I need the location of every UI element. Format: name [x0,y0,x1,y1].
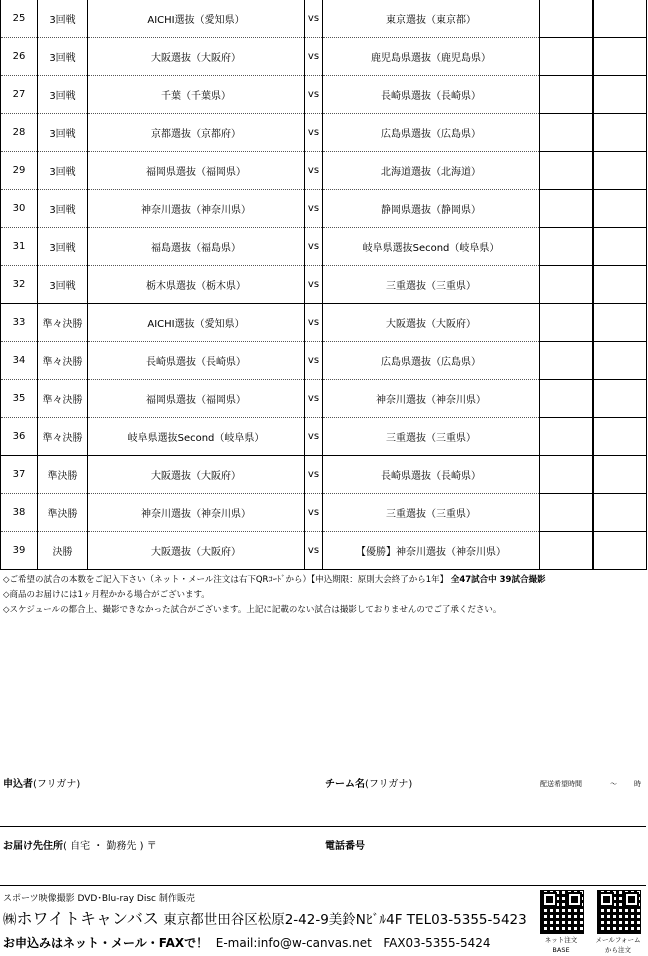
match-count: 全47試合中 39試合撮影 [450,575,546,585]
match-round: 3回戦 [38,152,88,190]
match-row [1,304,647,342]
match-number: 27 [1,76,38,114]
vs-label: vs [305,342,323,380]
applicant-field-label: 申込者(フリガナ) [3,779,81,790]
match-row [1,418,647,456]
order-note-box[interactable] [594,266,647,304]
address-field-label: お届け先住所( 自宅 ・ 勤務先 ) 〒 [3,841,157,852]
footer-company [3,906,527,929]
match-row [1,76,647,114]
note-line-2: ◇商品のお届けには1ヶ月程かかる場合がございます。 [3,590,210,600]
vs-label: vs [305,38,323,76]
vs-label: vs [305,266,323,304]
order-count-box[interactable] [540,342,593,380]
vs-label: vs [305,0,323,38]
team-away: 岐阜県選抜Second（岐阜県） [323,228,540,266]
team-home: 京都選抜（京都府） [88,114,305,152]
order-note-box[interactable] [594,418,647,456]
order-count-box[interactable] [540,152,593,190]
order-count-box[interactable] [540,76,593,114]
match-number: 25 [1,0,38,38]
team-home: 福島選抜（福島県） [88,228,305,266]
order-note-box[interactable] [594,532,647,570]
match-number: 35 [1,380,38,418]
team-away: 北海道選抜（北海道） [323,152,540,190]
delivery-time-sep: ～ [610,780,617,788]
match-number: 36 [1,418,38,456]
vs-label: vs [305,76,323,114]
vs-label: vs [305,418,323,456]
order-note-box[interactable] [594,152,647,190]
vs-label: vs [305,494,323,532]
match-number: 38 [1,494,38,532]
order-note-box[interactable] [594,304,647,342]
order-note-box[interactable] [594,494,647,532]
company-address: 東京都世田谷区松原2-42-9美鈴Nﾋﾞﾙ4F TEL03-5355-5423 [163,912,527,928]
form-divider [0,826,646,827]
match-number: 32 [1,266,38,304]
match-round: 準々決勝 [38,304,88,342]
team-away: 神奈川選抜（神奈川県） [323,380,540,418]
vs-label: vs [305,532,323,570]
match-number: 28 [1,114,38,152]
order-count-box[interactable] [540,114,593,152]
match-round: 準決勝 [38,456,88,494]
match-number: 31 [1,228,38,266]
vs-label: vs [305,114,323,152]
order-count-box[interactable] [540,266,593,304]
match-number: 30 [1,190,38,228]
team-home: 大阪選抜（大阪府） [88,456,305,494]
vs-label: vs [305,380,323,418]
match-row [1,266,647,304]
delivery-time-unit: 時 [634,780,641,788]
match-round: 3回戦 [38,76,88,114]
delivery-time-label: 配送希望時間 [540,780,582,788]
match-round: 準々決勝 [38,418,88,456]
match-row [1,456,647,494]
team-away: 【優勝】神奈川選抜（神奈川県） [323,532,540,570]
team-away: 三重選抜（三重県） [323,418,540,456]
match-row [1,380,647,418]
order-count-box[interactable] [540,0,593,38]
team-away: 三重選抜（三重県） [323,494,540,532]
footer-tagline: スポーツ映像撮影 DVD･Blu-ray Disc 制作販売 [3,894,195,904]
footer-order [3,934,491,951]
footer-divider [0,885,646,886]
order-count-box[interactable] [540,38,593,76]
order-count-box[interactable] [540,532,593,570]
team-home: 岐阜県選抜Second（岐阜県） [88,418,305,456]
team-home: 神奈川選抜（神奈川県） [88,494,305,532]
match-row [1,152,647,190]
team-away: 鹿児島県選抜（鹿児島県） [323,38,540,76]
team-away: 長崎県選抜（長崎県） [323,76,540,114]
match-row [1,342,647,380]
order-note-box[interactable] [594,380,647,418]
order-note-box[interactable] [594,76,647,114]
order-note-box[interactable] [594,114,647,152]
match-round: 準々決勝 [38,342,88,380]
team-away: 東京選抜（東京都） [323,0,540,38]
match-number: 26 [1,38,38,76]
match-round: 3回戦 [38,114,88,152]
vs-label: vs [305,456,323,494]
footer-email[interactable]: E-mail:info@w-canvas.net [215,936,372,950]
match-row [1,494,647,532]
qr-caption-mailform: メールフォーム から注文 [595,936,641,954]
team-home: AICHI選抜（愛知県） [88,0,305,38]
order-count-box[interactable] [540,228,593,266]
note-line-3: ◇スケジュールの都合上、撮影できなかった試合がございます。上記に記載のない試合は撮影しておりませんのでご了承ください。 [3,605,502,615]
match-row [1,0,647,38]
order-line: お申込みはネット・メール・FAXで！ [3,936,209,950]
order-count-box[interactable] [540,380,593,418]
match-round: 3回戦 [38,266,88,304]
order-note-box[interactable] [594,456,647,494]
team-home: 大阪選抜（大阪府） [88,38,305,76]
vs-label: vs [305,152,323,190]
order-count-box[interactable] [540,304,593,342]
team-home: 長崎県選抜（長崎県） [88,342,305,380]
team-home: 千葉（千葉県） [88,76,305,114]
match-round: 3回戦 [38,38,88,76]
match-number: 29 [1,152,38,190]
match-row [1,38,647,76]
match-round: 3回戦 [38,190,88,228]
team-away: 広島県選抜（広島県） [323,342,540,380]
order-count-box[interactable] [540,418,593,456]
vs-label: vs [305,304,323,342]
footer-fax: FAX03-5355-5424 [383,936,491,950]
match-number: 33 [1,304,38,342]
order-count-box[interactable] [540,190,593,228]
order-note-box[interactable] [594,228,647,266]
match-number: 39 [1,532,38,570]
match-row [1,532,647,570]
qr-code-base-icon[interactable] [540,890,584,934]
team-home: 神奈川選抜（神奈川県） [88,190,305,228]
team-away: 三重選抜（三重県） [323,266,540,304]
team-home: 福岡県選抜（福岡県） [88,152,305,190]
team-home: 福岡県選抜（福岡県） [88,380,305,418]
qr-caption-base: ネット注文 BASE [544,936,578,954]
team-home: AICHI選抜（愛知県） [88,304,305,342]
order-count-box[interactable] [540,494,593,532]
match-round: 3回戦 [38,228,88,266]
match-round: 3回戦 [38,0,88,38]
order-count-box[interactable] [540,456,593,494]
team-away: 静岡県選抜（静岡県） [323,190,540,228]
vs-label: vs [305,228,323,266]
team-away: 広島県選抜（広島県） [323,114,540,152]
match-round: 準々決勝 [38,380,88,418]
team-field-label: チーム名(フリガナ) [325,779,413,790]
match-number: 34 [1,342,38,380]
match-round: 準決勝 [38,494,88,532]
match-row [1,228,647,266]
order-note-box[interactable] [594,190,647,228]
team-away: 大阪選抜（大阪府） [323,304,540,342]
match-row [1,114,647,152]
company-name: ホワイトキャンバス [16,909,159,928]
team-home: 大阪選抜（大阪府） [88,532,305,570]
notes [3,573,545,618]
match-round: 決勝 [38,532,88,570]
vs-label: vs [305,190,323,228]
match-row [1,190,647,228]
team-away: 長崎県選抜（長崎県） [323,456,540,494]
phone-field-label: 電話番号 [325,841,365,852]
order-note-box[interactable] [594,342,647,380]
qr-code-mailform-icon[interactable] [597,890,641,934]
order-note-box[interactable] [594,38,647,76]
order-note-box[interactable] [594,0,647,38]
match-number: 37 [1,456,38,494]
team-home: 栃木県選抜（栃木県） [88,266,305,304]
note-line-1: ◇ご希望の試合の本数をご記入下さい（ネット・メール注文は右下QRｺｰﾄﾞから）【申込期限：原則大会終了から1年】 全47試合中 39試合撮影 [3,575,546,585]
company-mark: ㈱ [3,912,17,928]
